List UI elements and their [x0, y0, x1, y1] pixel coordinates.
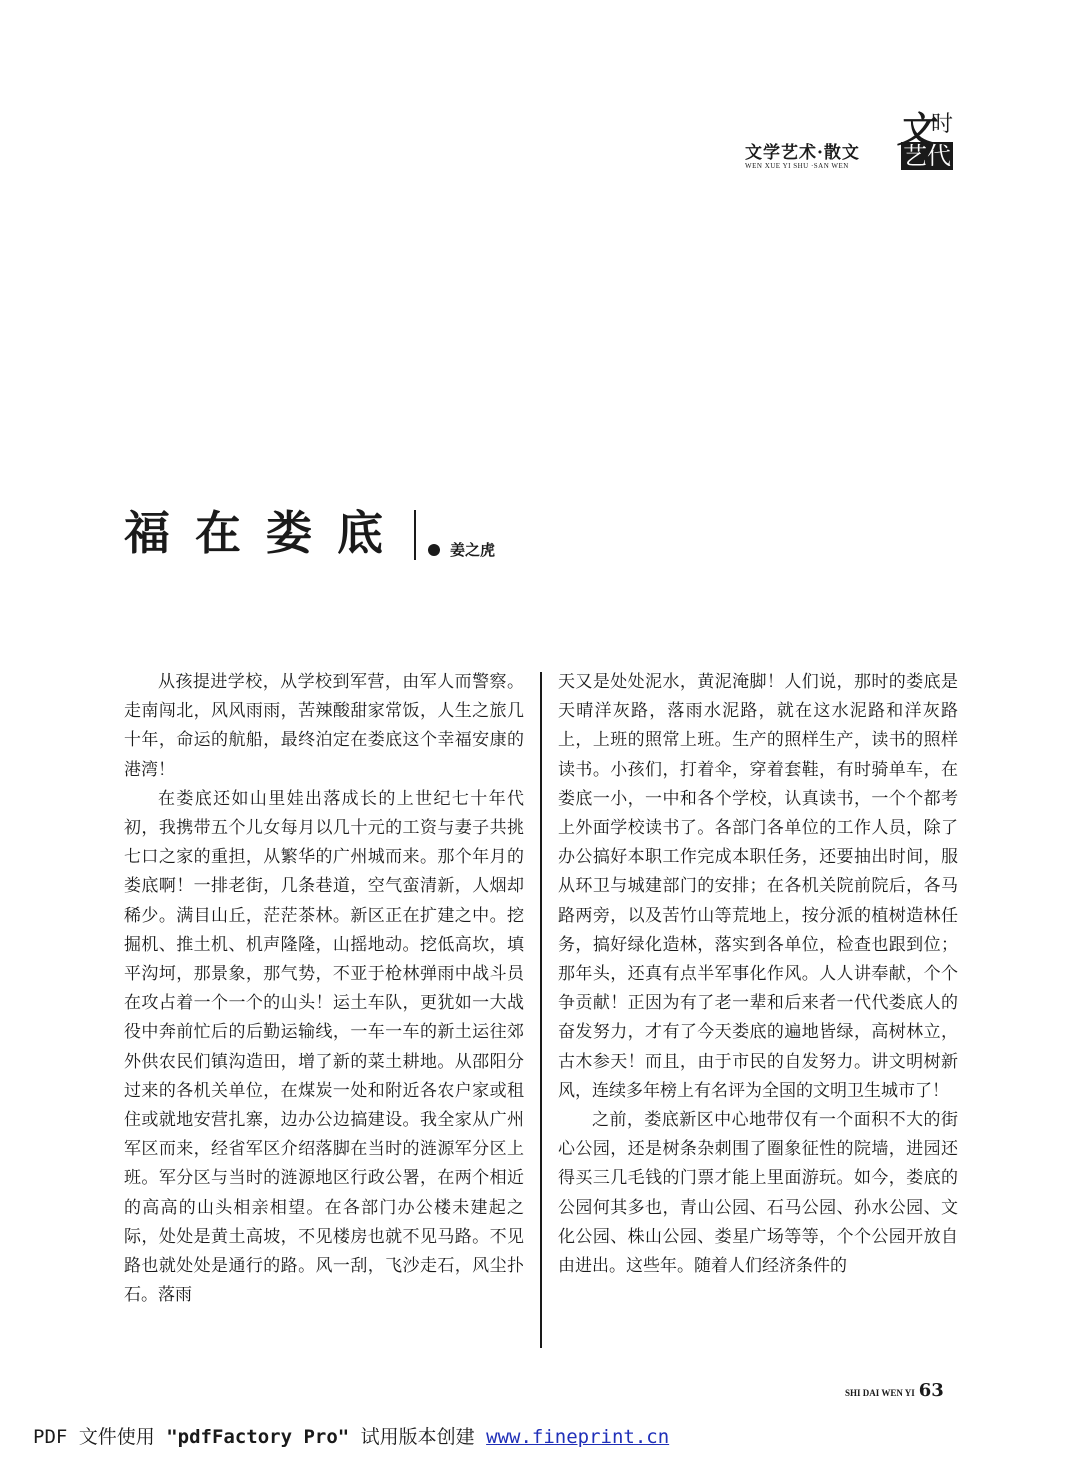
body-column-right [558, 668, 958, 1281]
section-subtitle: WEN XUE YI SHU ·SAN WEN [745, 162, 849, 170]
pdf-watermark [33, 1422, 669, 1449]
logo-chars-yidai: 艺代 [903, 142, 951, 170]
article-title: 福在娄底 [124, 506, 408, 560]
paragraph: 在娄底还如山里娃出落成长的上世纪七十年代初，我携带五个儿女每月以几十元的工资与妻子共挑七口之家的重担，从繁华的广州城而来。那个年月的娄底啊！一排老街，几条巷道，空气蛮清新，人烟却稀少。满目山丘，茫茫茶林。新区正在扩建之中。挖掘机、推土机、机声隆隆，山摇地动。挖低高坎，填平沟坷，那景象，那气势，不亚于枪林弹雨中战斗员在攻占着一个一个的山头！运土车队，更犹如一大战役中奔前忙后的后勤运输线，一车一车的新土运往郊外供农民们镇沟造田，增了新的菜土耕地。从邵阳分过来的各机关单位，在煤炭一处和附近各农户家或租住或就地安营扎寨，边办公边搞建设。我全家从广州军区而来，经省军区介绍落脚在当时的涟源军分区上班。军分区与当时的涟源地区行政公署，在两个相近的高高的山头相亲相望。在各部门办公楼未建起之际，处处是黄土高坡，不见楼房也就不见马路。不见路也就处处是通行的路。风一刮，飞沙走石，风尘扑石。落雨 [124, 788, 524, 1306]
logo-char-shi: 时 [931, 112, 954, 137]
logo-char-wen: 文 [897, 109, 934, 151]
page-folio [845, 1380, 944, 1401]
bullet-icon [428, 544, 440, 556]
paragraph: 从孩提进学校，从学校到军营，由军人而警察。走南闯北，风风雨雨，苦辣酸甜家常饭，人生之旅几十年，命运的航船，最终泊定在娄底这个幸福安康的港湾！ [124, 672, 524, 780]
watermark-product: "pdfFactory Pro" [166, 1426, 350, 1448]
magazine-logo [897, 109, 954, 170]
article-author: 姜之虎 [450, 541, 496, 559]
column-divider [540, 672, 542, 1348]
paragraph: 之前，娄底新区中心地带仅有一个面积不大的街心公园，还是树条杂刺围了圈象征性的院墙，进园还得买三几毛钱的门票才能上里面游玩。如今，娄底的公园何其多也，青山公园、石马公园、孙水公园、文化公园、株山公园、娄星广场等等，个个公园开放自由进出。这些年。随着人们经济条件的 [558, 1110, 958, 1277]
page-number: 63 [918, 1380, 944, 1401]
title-divider [414, 510, 416, 560]
paragraph: 天又是处处泥水，黄泥淹脚！人们说，那时的娄底是天晴洋灰路，落雨水泥路，就在这水泥路和洋灰路上，上班的照常上班。生产的照样生产，读书的照样读书。小孩们，打着伞，穿着套鞋，有时骑单车，在娄底一小，一中和各个学校，认真读书，一个个都考上外面学校读书了。各部门各单位的工作人员，除了办公搞好本职工作完成本职任务，还要抽出时间，服从环卫与城建部门的安排；在各机关院前院后，各马路两旁，以及苦竹山等荒地上，按分派的植树造林任务，搞好绿化造林，落实到各单位，检查也跟到位；那年头，还真有点半军事化作风。人人讲奉献，个个争贡献！正因为有了老一辈和后来者一代代娄底人的奋发努力，才有了今天娄底的遍地皆绿，高树林立，古木参天！而且，由于市民的自发努力。讲文明树新风，连续多年榜上有名评为全国的文明卫生城市了！ [558, 672, 958, 1101]
body-column-left [124, 668, 524, 1310]
watermark-prefix: PDF 文件使用 [33, 1426, 167, 1448]
magazine-name: SHI DAI WEN YI [845, 1388, 915, 1398]
section-header [745, 109, 965, 174]
section-title: 文学艺术·散文 [745, 143, 860, 163]
watermark-link[interactable]: www.fineprint.cn [486, 1426, 670, 1448]
watermark-middle: 试用版本创建 [349, 1426, 487, 1448]
